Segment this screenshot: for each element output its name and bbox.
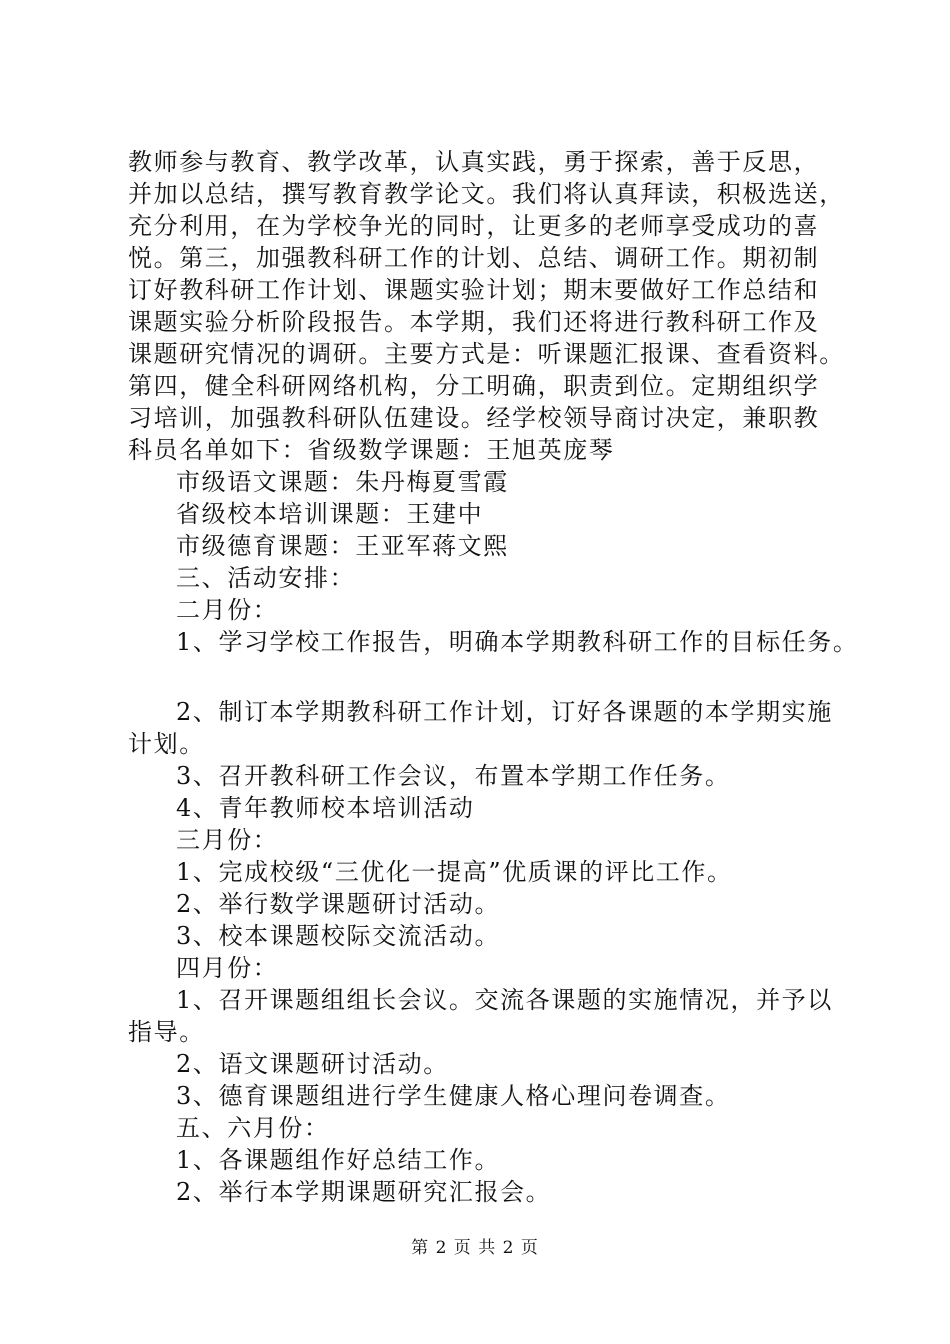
body-line: 课题实验分析阶段报告。本学期，我们还将进行教科研工作及 <box>128 308 820 336</box>
body-line: 悦。第三，加强教科研工作的计划、总结、调研工作。期初制 <box>128 244 820 272</box>
list-item: 3、德育课题组进行学生健康人格心理问卷调查。 <box>176 1082 731 1110</box>
body-line: 充分利用，在为学校争光的同时，让更多的老师享受成功的喜 <box>128 212 820 240</box>
section-heading: 三、活动安排： <box>176 564 356 592</box>
body-line: 课题研究情况的调研。主要方式是：听课题汇报课、查看资料。 <box>128 340 845 368</box>
list-item: 4、青年教师校本培训活动 <box>176 794 475 822</box>
month-heading-april: 四月份： <box>176 954 279 982</box>
list-item: 3、校本课题校际交流活动。 <box>176 922 501 950</box>
month-heading-march: 三月份： <box>176 826 279 854</box>
list-item-continuation: 指导。 <box>128 1018 205 1046</box>
list-item-continuation: 计划。 <box>128 730 205 758</box>
body-line: 并加以总结，撰写教育教学论文。我们将认真拜读，积极选送， <box>128 180 845 208</box>
body-line: 第四，健全科研网络机构，分工明确，职责到位。定期组织学 <box>128 372 820 400</box>
list-item: 2、举行数学课题研讨活动。 <box>176 890 501 918</box>
list-item: 2、语文课题研讨活动。 <box>176 1050 449 1078</box>
month-heading-february: 二月份： <box>176 596 279 624</box>
page-number-footer: 第 2 页 共 2 页 <box>411 1238 539 1258</box>
list-item: 1、学习学校工作报告，明确本学期教科研工作的目标任务。 <box>176 628 859 656</box>
roster-line: 省级校本培训课题：王建中 <box>176 500 484 528</box>
blank-line <box>128 658 856 696</box>
list-item: 1、各课题组作好总结工作。 <box>176 1146 501 1174</box>
list-item: 1、完成校级“三优化一提高”优质课的评比工作。 <box>176 858 733 886</box>
body-line: 习培训，加强教科研队伍建设。经学校领导商讨决定，兼职教 <box>128 404 820 432</box>
roster-line: 市级德育课题：王亚军蒋文熙 <box>176 532 509 560</box>
month-heading-may-june: 五、六月份： <box>176 1114 330 1142</box>
body-line: 教师参与教育、教学改革，认真实践，勇于探索，善于反思， <box>128 148 820 176</box>
body-line: 科员名单如下：省级数学课题：王旭英庞琴 <box>128 436 615 464</box>
roster-line: 市级语文课题：朱丹梅夏雪霞 <box>176 468 509 496</box>
list-item: 1、召开课题组组长会议。交流各课题的实施情况，并予以 <box>176 986 833 1014</box>
list-item: 2、制订本学期教科研工作计划，订好各课题的本学期实施 <box>176 698 833 726</box>
document-body <box>128 146 859 1208</box>
body-line: 订好教科研工作计划、课题实验计划；期末要做好工作总结和 <box>128 276 820 304</box>
list-item: 3、召开教科研工作会议，布置本学期工作任务。 <box>176 762 731 790</box>
list-item: 2、举行本学期课题研究汇报会。 <box>176 1178 552 1206</box>
